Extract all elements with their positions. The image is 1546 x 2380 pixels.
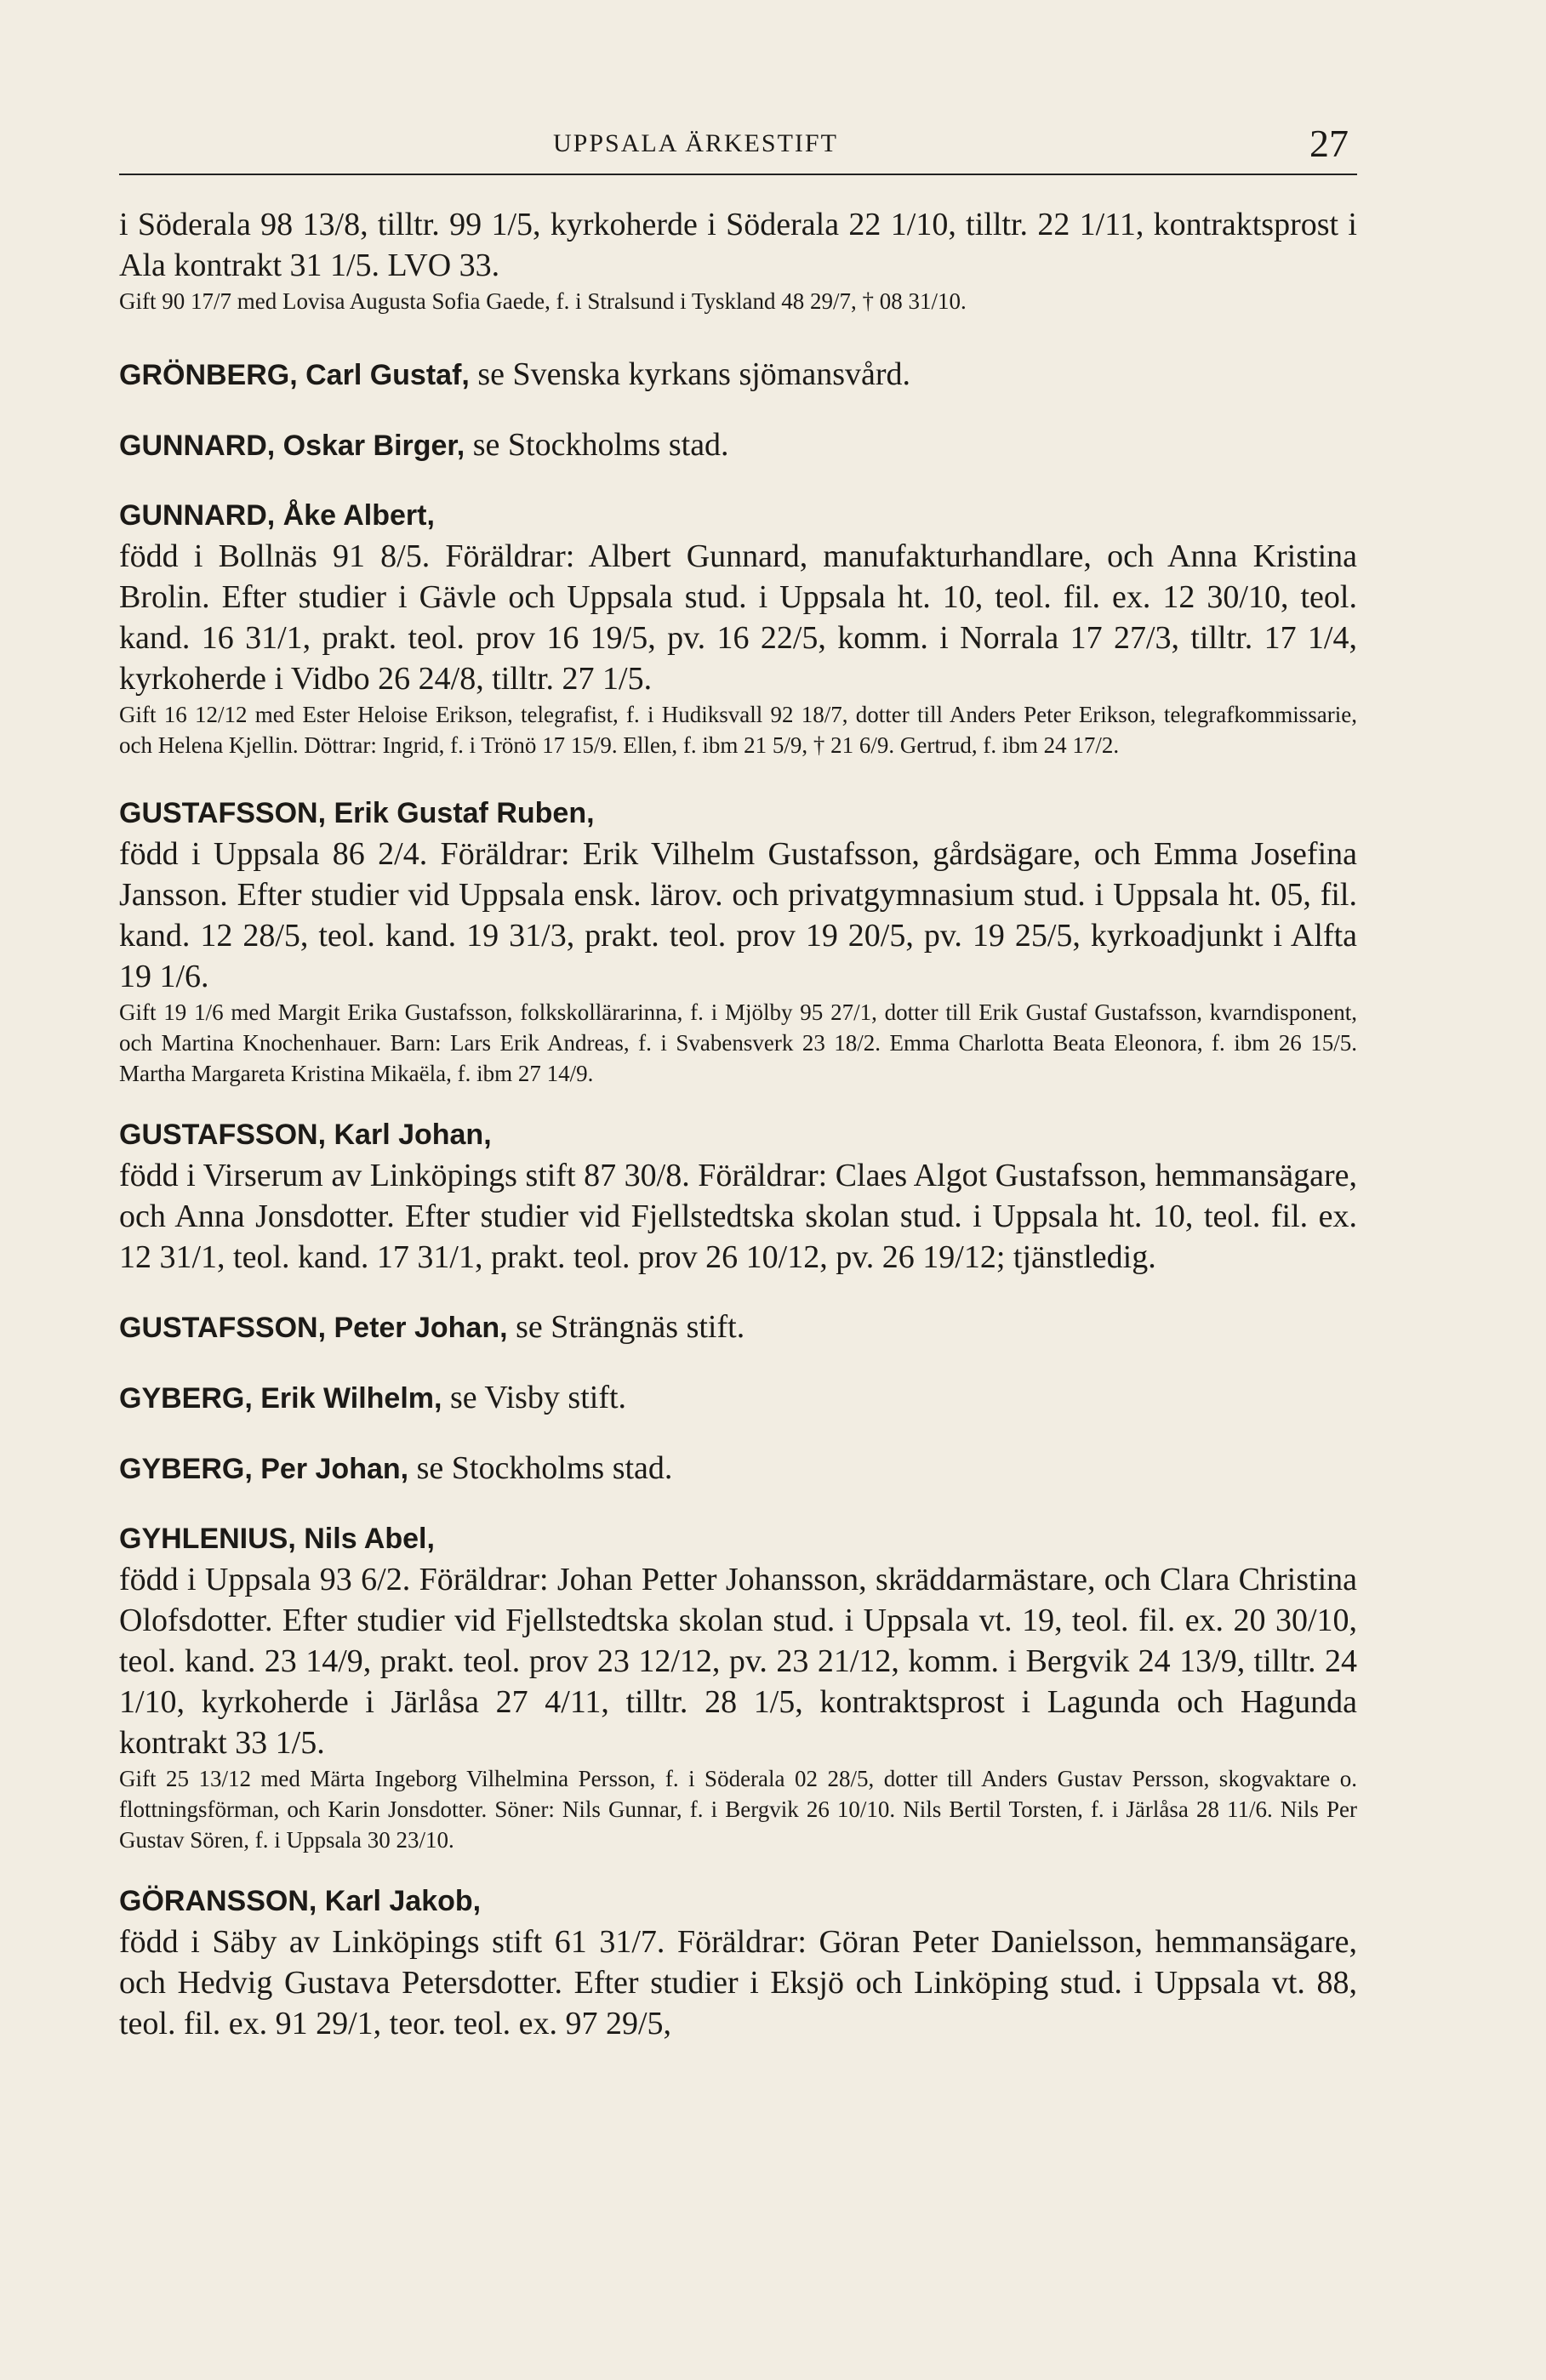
entry-gunnard-ake <box>119 495 1357 760</box>
entry-body: född i Uppsala 93 6/2. Föräldrar: Johan Petter Johansson, skräddarmästare, och Clara Christina Olofsdotter. Efter studier vid Fjellstedtska skolan stud. i Uppsala vt. 19, teol. fil. ex. 20 30/10, teol. kand. 23 14/9, prakt. teol. prov 23 12/12, pv. 23 21/12, komm. i Bergvik 24 13/9, tilltr. 24 1/10, kyrkoherde i Järlåsa 27 4/11, tilltr. 28 1/5, kontraktsprost i Lagunda och Hagunda kontrakt 33 1/5. <box>119 1562 1357 1761</box>
entry-name: GUSTAFSSON, Karl Johan, <box>119 1119 492 1151</box>
entry-name: GUSTAFSSON, Peter Johan, <box>119 1312 508 1344</box>
entry-reference: se Stockholms stad. <box>408 1450 673 1486</box>
entry-marriage: Gift 25 13/12 med Märta Ingeborg Vilhelmina Persson, f. i Söderala 02 28/5, dotter till Anders Gustav Persson, skogvaktare o. flottningsförman, och Karin Jonsdotter. Söner: Nils Gunnar, f. i Bergvik 26 10/10. Nils Bertil Torsten, f. i Järlåsa 28 11/6. Nils Per Gustav Sören, f. i Uppsala 30 23/10. <box>119 1766 1357 1853</box>
entry-gunnard-oskar <box>119 424 1357 466</box>
entries <box>119 204 1357 2044</box>
entry-name: GUSTAFSSON, Erik Gustaf Ruben, <box>119 797 595 829</box>
entry-gyhlenius <box>119 1518 1357 1855</box>
entry-reference: se Strängnäs stift. <box>507 1309 745 1345</box>
entry-body: i Söderala 98 13/8, tilltr. 99 1/5, kyrkoherde i Söderala 22 1/10, tilltr. 22 1/11, kontraktsprost i Ala kontrakt 31 1/5. LVO 33. <box>119 207 1357 283</box>
entry-name: GUNNARD, Åke Albert, <box>119 499 435 532</box>
entry-body: född i Bollnäs 91 8/5. Föräldrar: Albert Gunnard, manufakturhandlare, och Anna Kristina Brolin. Efter studier i Gävle och Uppsala stud. i Uppsala ht. 10, teol. fil. ex. 12 30/10, teol. kand. 16 31/1, prakt. teol. prov 16 19/5, pv. 16 22/5, komm. i Norrala 17 27/3, tilltr. 17 1/4, kyrkoherde i Vidbo 26 24/8, tilltr. 27 1/5. <box>119 538 1357 697</box>
entry-marriage: Gift 90 17/7 med Lovisa Augusta Sofia Gaede, f. i Stralsund i Tyskland 48 29/7, † 08 31/10. <box>119 288 967 314</box>
entry-marriage: Gift 19 1/6 med Margit Erika Gustafsson, folkskollärarinna, f. i Mjölby 95 27/1, dotter till Erik Gustaf Gustafsson, kvarndisponent, och Martina Knochenhauer. Barn: Lars Erik Andreas, f. i Svabensverk 23 18/2. Emma Charlotta Beata Eleonora, f. ibm 26 15/5. Martha Margareta Kristina Mikaëla, f. ibm 27 14/9. <box>119 999 1357 1086</box>
entry-gyberg-erik <box>119 1377 1357 1419</box>
page-number: 27 <box>1309 122 1349 165</box>
entry-name: GYBERG, Per Johan, <box>119 1453 409 1485</box>
entry-goransson <box>119 1881 1357 2044</box>
running-header <box>119 122 1357 175</box>
entry-body: född i Uppsala 86 2/4. Föräldrar: Erik Vilhelm Gustafsson, gårdsägare, och Emma Josefina Jansson. Efter studier vid Uppsala ensk. lärov. och privatgymnasium stud. i Uppsala ht. 05, fil. kand. 12 28/5, teol. kand. 19 31/3, prakt. teol. prov 19 20/5, pv. 19 25/5, kyrkoadjunkt i Alfta 19 1/6. <box>119 836 1357 994</box>
entry-name: GÖRANSSON, Karl Jakob, <box>119 1885 482 1917</box>
entry-gustafsson-erik <box>119 793 1357 1089</box>
running-title: UPPSALA ÄRKESTIFT <box>553 129 838 157</box>
entry-gyberg-per <box>119 1448 1357 1489</box>
entry-name: GRÖNBERG, Carl Gustaf, <box>119 359 470 391</box>
entry-name: GYHLENIUS, Nils Abel, <box>119 1523 435 1555</box>
entry-reference: se Visby stift. <box>442 1380 627 1415</box>
entry-reference: se Stockholms stad. <box>465 427 729 463</box>
entry-name: GUNNARD, Oskar Birger, <box>119 430 465 462</box>
entry-body: född i Virserum av Linköpings stift 87 30/8. Föräldrar: Claes Algot Gustafsson, hemmansägare, och Anna Jonsdotter. Efter studier vid Fjellstedtska skolan stud. i Uppsala ht. 10, teol. fil. ex. 12 31/1, teol. kand. 17 31/1, prakt. teol. prov 26 10/12, pv. 26 19/12; tjänstledig. <box>119 1158 1357 1275</box>
entry-gustafsson-karl <box>119 1114 1357 1278</box>
entry-gustafsson-peter <box>119 1307 1357 1348</box>
entry-marriage: Gift 16 12/12 med Ester Heloise Erikson, telegrafist, f. i Hudiksvall 92 18/7, dotter till Anders Peter Erikson, telegrafkommissarie, och Helena Kjellin. Döttrar: Ingrid, f. i Trönö 17 15/9. Ellen, f. ibm 21 5/9, † 21 6/9. Gertrud, f. ibm 24 17/2. <box>119 702 1357 758</box>
entry-body: född i Säby av Linköpings stift 61 31/7. Föräldrar: Göran Peter Danielsson, hemmansägare, och Hedvig Gustava Petersdotter. Efter studier i Eksjö och Linköping stud. i Uppsala vt. 88, teol. fil. ex. 91 29/1, teor. teol. ex. 97 29/5, <box>119 1924 1357 2041</box>
entry-reference: se Svenska kyrkans sjömansvård. <box>469 356 911 392</box>
entry-gronberg <box>119 354 1357 396</box>
entry-continuation <box>119 204 1357 316</box>
entry-name: GYBERG, Erik Wilhelm, <box>119 1382 442 1415</box>
